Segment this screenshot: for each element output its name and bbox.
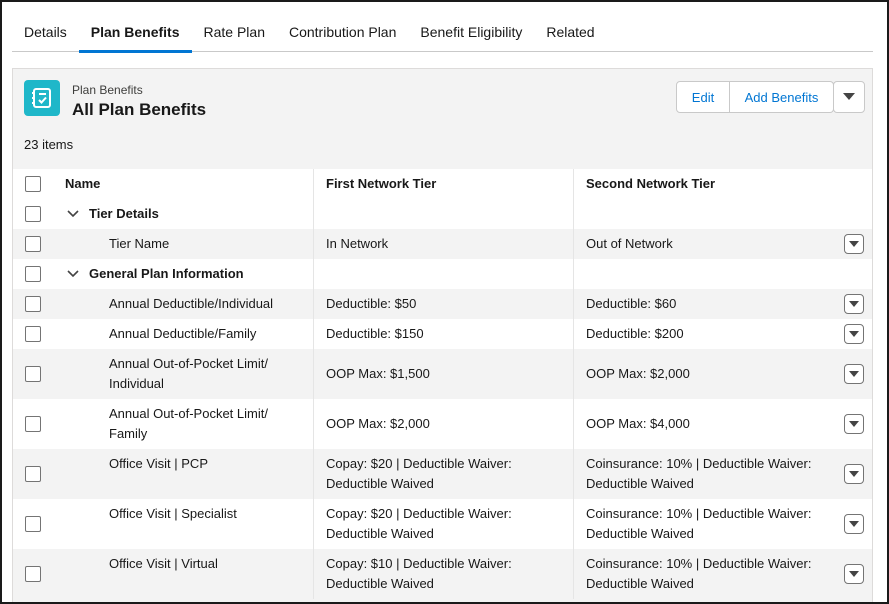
first-tier-cell [313, 259, 573, 289]
chevron-down-icon [849, 331, 859, 337]
second-tier-cell: Deductible: $200 [573, 319, 833, 349]
chevron-down-icon [849, 521, 859, 527]
card-title: All Plan Benefits [72, 100, 207, 119]
first-tier-cell [313, 199, 573, 229]
row-actions-button[interactable] [844, 414, 864, 434]
add-benefits-button[interactable]: Add Benefits [730, 81, 834, 113]
item-count: 23 items [24, 137, 74, 152]
table-row [13, 289, 873, 319]
row-select-cell [13, 399, 53, 449]
row-actions-button[interactable] [844, 324, 864, 344]
related-list-card [12, 68, 873, 604]
row-actions-button[interactable] [844, 564, 864, 584]
row-actions-button[interactable] [844, 364, 864, 384]
row-action-cell [833, 319, 873, 349]
row-actions-button[interactable] [844, 514, 864, 534]
tab-related[interactable]: Related [546, 24, 595, 40]
column-header-name[interactable]: Name [65, 176, 101, 191]
tab-benefit-eligibility[interactable]: Benefit Eligibility [420, 24, 523, 40]
chevron-down-icon[interactable] [65, 206, 81, 222]
benefit-name-cell: Office Visit | Specialist [109, 506, 237, 521]
second-tier-cell: Out of Network [573, 229, 833, 259]
table-row [13, 399, 873, 449]
second-tier-cell: OOP Max: $4,000 [573, 399, 833, 449]
row-select-cell [13, 199, 53, 229]
row-checkbox[interactable] [25, 296, 41, 312]
tab-details[interactable]: Details [24, 24, 67, 40]
table-row [13, 449, 873, 499]
chevron-down-icon[interactable] [65, 266, 81, 282]
chevron-down-icon [849, 471, 859, 477]
card-subtitle: Plan Benefits [72, 83, 143, 97]
first-tier-cell: Deductible: $50 [313, 289, 573, 319]
table-row [13, 349, 873, 399]
benefit-name-cell: Office Visit | Virtual [109, 556, 218, 571]
first-tier-cell: OOP Max: $2,000 [313, 399, 573, 449]
benefit-name-cell: Annual Out-of-Pocket Limit/ Individual [109, 356, 268, 391]
chevron-down-icon [849, 241, 859, 247]
benefit-name-cell: Annual Out-of-Pocket Limit/ Family [109, 406, 268, 441]
chevron-down-icon [849, 301, 859, 307]
first-tier-cell: Copay: $20 | Deductible Waiver: Deductible Waived [313, 449, 573, 499]
row-actions-button[interactable] [844, 464, 864, 484]
first-tier-cell: OOP Max: $1,500 [313, 349, 573, 399]
second-tier-cell: Deductible: $60 [573, 289, 833, 319]
row-actions-button[interactable] [844, 234, 864, 254]
column-header-first-tier[interactable]: First Network Tier [313, 169, 573, 199]
row-action-cell [833, 259, 873, 289]
select-all-checkbox[interactable] [25, 176, 41, 192]
group-name-cell [53, 199, 313, 229]
row-action-cell [833, 349, 873, 399]
row-checkbox[interactable] [25, 366, 41, 382]
row-checkbox[interactable] [25, 466, 41, 482]
row-select-cell [13, 449, 53, 499]
row-checkbox[interactable] [25, 416, 41, 432]
action-button-group [676, 81, 834, 113]
table-row [13, 259, 873, 289]
tab-plan-benefits[interactable]: Plan Benefits [79, 12, 192, 52]
first-tier-cell: Copay: $10 | Deductible Waiver: Deductible Waived [313, 549, 573, 599]
second-tier-cell: Coinsurance: 10% | Deductible Waiver: Deductible Waived [573, 499, 833, 549]
table-row [13, 319, 873, 349]
chevron-down-icon [843, 93, 855, 101]
row-action-cell [833, 449, 873, 499]
first-tier-cell: Copay: $20 | Deductible Waiver: Deductible Waived [313, 499, 573, 549]
benefit-name-cell: Tier Name [109, 236, 170, 251]
row-action-cell [833, 549, 873, 599]
second-tier-cell: OOP Max: $2,000 [573, 349, 833, 399]
chevron-down-icon [849, 421, 859, 427]
group-name-cell [53, 259, 313, 289]
row-select-cell [13, 229, 53, 259]
first-tier-cell: In Network [313, 229, 573, 259]
row-checkbox[interactable] [25, 516, 41, 532]
table-row [13, 499, 873, 549]
chevron-down-icon [849, 371, 859, 377]
row-action-cell [833, 399, 873, 449]
row-checkbox[interactable] [25, 326, 41, 342]
column-header-second-tier[interactable]: Second Network Tier [573, 169, 833, 199]
checklist-icon [24, 80, 60, 116]
tab-rate-plan[interactable]: Rate Plan [203, 24, 265, 40]
row-select-cell [13, 319, 53, 349]
benefits-table [13, 169, 873, 599]
row-actions-button[interactable] [844, 294, 864, 314]
row-action-cell [833, 229, 873, 259]
table-header-row [13, 169, 873, 199]
group-label: General Plan Information [89, 266, 244, 281]
row-select-cell [13, 349, 53, 399]
tab-contribution-plan[interactable]: Contribution Plan [288, 24, 397, 40]
row-checkbox[interactable] [25, 566, 41, 582]
tab-bar [12, 12, 873, 52]
table-row [13, 199, 873, 229]
second-tier-cell: Coinsurance: 10% | Deductible Waiver: Deductible Waived [573, 549, 833, 599]
second-tier-cell [573, 259, 833, 289]
row-action-cell [833, 199, 873, 229]
row-checkbox[interactable] [25, 236, 41, 252]
row-select-cell [13, 289, 53, 319]
row-select-cell [13, 549, 53, 599]
more-actions-button[interactable] [833, 81, 865, 113]
row-select-cell [13, 499, 53, 549]
edit-button[interactable]: Edit [676, 81, 730, 113]
second-tier-cell: Coinsurance: 10% | Deductible Waiver: Deductible Waived [573, 449, 833, 499]
row-action-cell [833, 289, 873, 319]
row-checkbox[interactable] [25, 206, 41, 222]
row-select-cell [13, 259, 53, 289]
row-checkbox[interactable] [25, 266, 41, 282]
first-tier-cell: Deductible: $150 [313, 319, 573, 349]
column-header-actions [833, 169, 873, 199]
table-row [13, 549, 873, 599]
benefit-name-cell: Annual Deductible/Family [109, 326, 257, 341]
row-action-cell [833, 499, 873, 549]
select-all-cell [13, 169, 53, 199]
chevron-down-icon [849, 571, 859, 577]
second-tier-cell [573, 199, 833, 229]
table-row [13, 229, 873, 259]
benefit-name-cell: Annual Deductible/Individual [109, 296, 274, 311]
card-header [13, 69, 872, 169]
group-label: Tier Details [89, 206, 159, 221]
benefit-name-cell: Office Visit | PCP [109, 456, 208, 471]
